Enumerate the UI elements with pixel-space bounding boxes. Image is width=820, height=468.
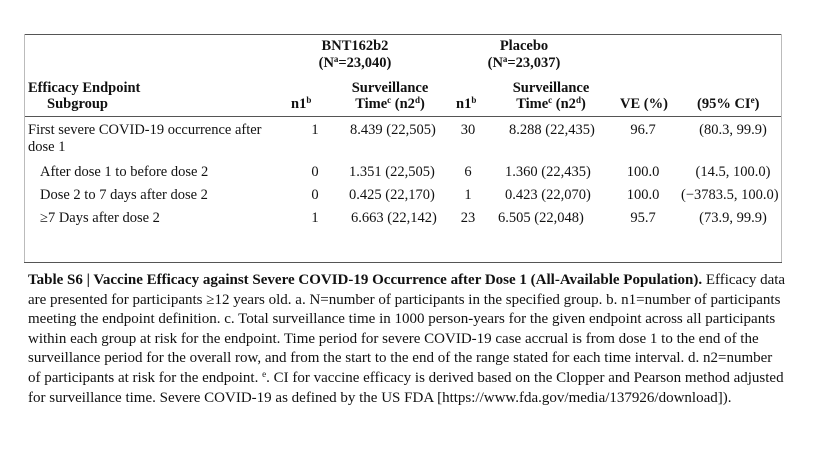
row-first-severe-ci: (80.3, 99.9): [699, 122, 767, 138]
header-endpoint-line1: Efficacy Endpoint: [28, 80, 141, 96]
row-7days-after-ve: 95.7: [630, 210, 656, 226]
row-7days-after-n1-b: 23: [460, 210, 476, 226]
row-dose2-to-7days-n1-a: 0: [311, 187, 319, 203]
header-surv-b-line2: Time$^c$ (n2$^d$): [516, 95, 586, 112]
caption-footnote-marker: e: [262, 368, 267, 379]
row-first-severe-label: First severe COVID-19 occurrence after: [28, 122, 262, 138]
row-first-severe-n1-b: 30: [460, 122, 476, 138]
row-first-severe-n1-a: 1: [311, 122, 319, 138]
row-dose1-to-dose2-n1-a: 0: [311, 164, 319, 180]
table-bottom-rule: [24, 262, 782, 263]
header-n1-b: n1$^b$: [456, 95, 477, 112]
group-a-name: BNT162b2: [321, 38, 389, 54]
row-dose2-to-7days-ve: 100.0: [626, 187, 660, 203]
row-dose1-to-dose2-n1-b: 6: [464, 164, 472, 180]
row-dose2-to-7days-label: Dose 2 to 7 days after dose 2: [40, 187, 208, 203]
row-7days-after-surv-b: 6.505 (22,048): [498, 210, 584, 226]
row-dose1-to-dose2-surv-b: 1.360 (22,435): [505, 164, 591, 180]
caption-body-end: . CI for vaccine efficacy is derived based on the Clopper and Pearson method adjusted for surveillance time. Severe COVID-19 as defined by the US FDA [https://www.fda.gov/media/137926/download]).: [28, 369, 784, 406]
row-first-severe-label-cont: dose 1: [28, 139, 66, 155]
row-dose2-to-7days-surv-b: 0.423 (22,070): [505, 187, 591, 203]
row-dose2-to-7days-surv-a: 0.425 (22,170): [349, 187, 435, 203]
row-dose2-to-7days-n1-b: 1: [464, 187, 472, 203]
header-ve: VE (%): [620, 96, 668, 112]
row-7days-after-ci: (73.9, 99.9): [699, 210, 767, 226]
group-a-n: $(N^a=23,040)$: [318, 54, 392, 71]
row-dose2-to-7days-ci: (−3783.5, 100.0): [681, 187, 779, 203]
row-7days-after-surv-a: 6.663 (22,142): [351, 210, 437, 226]
row-dose1-to-dose2-surv-a: 1.351 (22,505): [349, 164, 435, 180]
row-first-severe-surv-a: 8.439 (22,505): [350, 122, 436, 138]
row-first-severe-ve: 96.7: [630, 122, 656, 138]
row-dose1-to-dose2-ve: 100.0: [626, 164, 660, 180]
group-b-name: Placebo: [499, 38, 549, 54]
header-surv-a-line2: Time$^c$ (n2$^d$): [355, 95, 425, 112]
header-surv-b-line1: Surveillance: [512, 80, 590, 96]
table-right-border: [781, 34, 782, 262]
row-dose1-to-dose2-ci: (14.5, 100.0): [695, 164, 771, 180]
row-7days-after-n1-a: 1: [311, 210, 319, 226]
caption-body: Efficacy data are presented for participants ≥12 years old. a. N=number of participants in the specified group. b. n1=number of participants meeting the endpoint definition. c. Total surveillance time in 1000 person-years for the given endpoint across all participants within each group at risk for the endpoint. Time period for severe COVID-19 case accrual is from dose 1 to the end of the surveillance period for the overall row, and from the start to the end of the range stated for each time interval. d. n2=number of participants at risk for the endpoint.: [28, 272, 786, 386]
caption-label: Table S6 | Vaccine Efficacy against Severe COVID-19 Occurrence after Dose 1 (All-Available Population).: [28, 272, 703, 288]
header-endpoint-line2: Subgroup: [47, 96, 108, 112]
table-header-rule: [24, 116, 782, 117]
header-ci: (95% CIe): [697, 95, 760, 112]
table-top-rule: [24, 34, 782, 35]
table-left-border: [24, 34, 25, 262]
table-caption: [28, 271, 788, 408]
row-dose1-to-dose2-label: After dose 1 to before dose 2: [40, 164, 209, 180]
header-n1-a: n1$^b$: [291, 95, 312, 112]
header-surv-a-line1: Surveillance: [351, 80, 429, 96]
group-b-n: $(N^a=23,037)$: [487, 54, 561, 71]
row-7days-after-label: ≥7 Days after dose 2: [40, 210, 160, 226]
row-first-severe-surv-b: 8.288 (22,435): [509, 122, 595, 138]
